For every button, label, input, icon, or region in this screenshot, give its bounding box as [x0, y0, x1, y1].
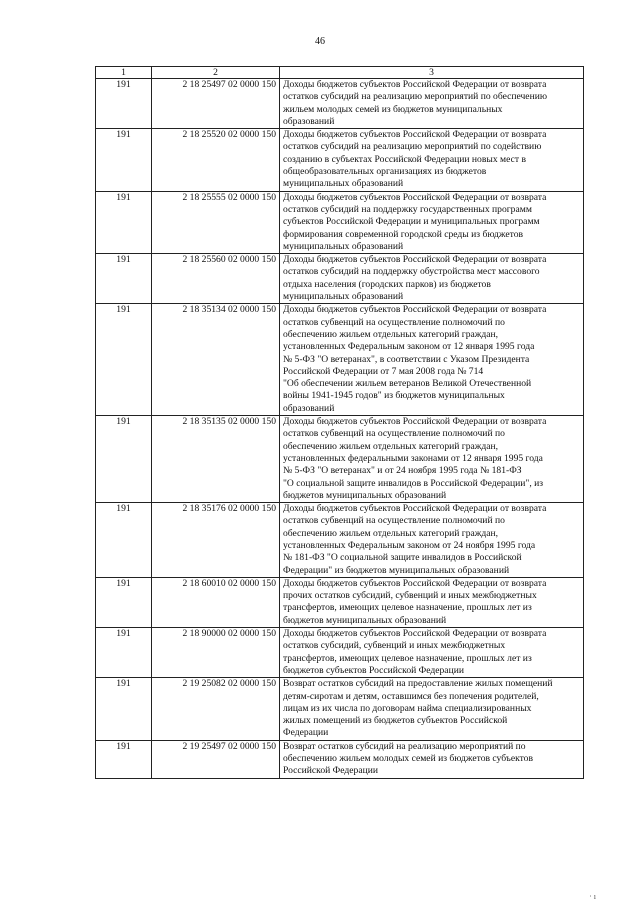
revenue-description	[280, 304, 584, 416]
description-line: трансфертов, имеющих целевое назначение, прошлых лет из	[283, 602, 532, 614]
corner-mark: · ı	[589, 892, 596, 901]
description-line: Доходы бюджетов субъектов Российской Федерации от возврата	[283, 129, 547, 141]
description-line: остатков субсидий на реализацию мероприятий по обеспечению	[283, 91, 548, 103]
description-line: муниципальных образований	[283, 178, 404, 190]
table-row	[96, 79, 584, 129]
description-line: отдыха населения (городских парков) из бюджетов	[283, 278, 491, 290]
revenue-description	[280, 416, 584, 503]
description-line: Доходы бюджетов субъектов Российской Федерации от возврата	[283, 304, 547, 316]
description-line: обеспечению жильем отдельных категорий граждан,	[283, 440, 499, 452]
description-line: образований	[283, 402, 335, 414]
description-line: субъектов Российской Федерации и муниципальных программ	[283, 216, 540, 228]
description-line: Доходы бюджетов субъектов Российской Федерации от возврата	[283, 254, 547, 266]
budget-classification-code: 2 18 25520 02 0000 150	[152, 129, 280, 191]
budget-classification-code: 2 18 25497 02 0000 150	[152, 79, 280, 129]
description-line: Доходы бюджетов субъектов Российской Федерации от возврата	[283, 191, 547, 203]
budget-classification-code: 2 18 35176 02 0000 150	[152, 503, 280, 578]
description-line: Возврат остатков субсидий на предоставление жилых помещений	[283, 678, 553, 690]
administrator-code: 191	[96, 503, 152, 578]
revenue-description	[280, 503, 584, 578]
description-line: жилых помещений из бюджетов субъектов Российской	[283, 715, 508, 727]
description-line: № 181-ФЗ "О социальной защите инвалидов в Российской	[283, 552, 522, 564]
revenue-description	[280, 79, 584, 129]
description-line: остатков субсидий, субвенций и иных межбюджетных	[283, 640, 506, 652]
description-line: муниципальных образований	[283, 291, 404, 303]
description-line: остатков субсидий на поддержку обустройства мест массового	[283, 266, 540, 278]
table-row	[96, 628, 584, 678]
table-body	[96, 79, 584, 779]
description-line: обеспечению жильем молодых семей из бюджетов субъектов	[283, 753, 534, 765]
budget-classification-code: 2 19 25082 02 0000 150	[152, 678, 280, 740]
description-line: Возврат остатков субсидий на реализацию мероприятий по	[283, 740, 526, 752]
column-header-2: 2	[152, 67, 280, 79]
revenue-description	[280, 577, 584, 627]
revenue-description	[280, 191, 584, 253]
description-line: Доходы бюджетов субъектов Российской Федерации от возврата	[283, 503, 547, 515]
administrator-code: 191	[96, 416, 152, 503]
description-line: детям-сиротам и детям, оставшимся без попечения родителей,	[283, 690, 539, 702]
description-line: установленных федеральными законами от 12 января 1995 года	[283, 452, 543, 464]
description-line: Доходы бюджетов субъектов Российской Федерации от возврата	[283, 628, 547, 640]
revenue-description	[280, 678, 584, 740]
description-line: Доходы бюджетов субъектов Российской Федерации от возврата	[283, 416, 547, 428]
budget-classification-code: 2 18 25555 02 0000 150	[152, 191, 280, 253]
description-line: № 5-ФЗ "О ветеранах" и от 24 ноября 1995 года № 181-ФЗ	[283, 465, 522, 477]
administrator-code: 191	[96, 129, 152, 191]
description-line: № 5-ФЗ "О ветеранах", в соответствии с Указом Президента	[283, 353, 530, 365]
revenue-description	[280, 254, 584, 304]
table-row	[96, 304, 584, 416]
table-row	[96, 416, 584, 503]
table-row	[96, 254, 584, 304]
administrator-code: 191	[96, 740, 152, 778]
description-line: установленных Федеральным законом от 24 ноября 1995 года	[283, 539, 536, 551]
budget-classification-code: 2 18 35134 02 0000 150	[152, 304, 280, 416]
administrator-code: 191	[96, 628, 152, 678]
description-line: жильем молодых семей из бюджетов муниципальных	[283, 103, 503, 115]
description-line: остатков субсидий на реализацию мероприятий по содействию	[283, 141, 542, 153]
description-line: Доходы бюджетов субъектов Российской Федерации от возврата	[283, 577, 547, 589]
administrator-code: 191	[96, 678, 152, 740]
table-row	[96, 129, 584, 191]
description-line: образований	[283, 115, 335, 127]
budget-classification-code: 2 18 25560 02 0000 150	[152, 254, 280, 304]
administrator-code: 191	[96, 254, 152, 304]
table-row	[96, 577, 584, 627]
description-line: остатков субвенций на осуществление полномочий по	[283, 515, 505, 527]
description-line: обеспечению жильем отдельных категорий граждан,	[283, 328, 499, 340]
description-line: общеобразовательных организациях из бюджетов	[283, 166, 487, 178]
page-number: 46	[315, 36, 325, 47]
description-line: лицам из их числа по договорам найма специализированных	[283, 702, 532, 714]
table-row	[96, 678, 584, 740]
description-line: остатков субсидий на поддержку государственных программ	[283, 203, 532, 215]
description-line: установленных Федеральным законом от 12 января 1995 года	[283, 341, 535, 353]
description-line: Российской Федерации от 7 мая 2008 года № 714	[283, 365, 484, 377]
description-line: остатков субвенций на осуществление полномочий по	[283, 428, 505, 440]
description-line: Доходы бюджетов субъектов Российской Федерации от возврата	[283, 79, 547, 90]
column-header-1: 1	[96, 67, 152, 79]
description-line: войны 1941-1945 годов" из бюджетов муниципальных	[283, 390, 505, 402]
budget-classification-code: 2 18 90000 02 0000 150	[152, 628, 280, 678]
description-line: трансфертов, имеющих целевое назначение, прошлых лет из	[283, 652, 532, 664]
description-line: бюджетов муниципальных образований	[283, 614, 447, 626]
revenue-codes-table	[95, 66, 584, 779]
description-line: Российской Федерации	[283, 765, 378, 777]
budget-classification-code: 2 19 25497 02 0000 150	[152, 740, 280, 778]
column-header-3: 3	[280, 67, 584, 79]
description-line: прочих остатков субсидий, субвенций и иных межбюджетных	[283, 590, 537, 602]
table-row	[96, 191, 584, 253]
description-line: созданию в субъектах Российской Федерации новых мест в	[283, 153, 526, 165]
table-header-row	[96, 67, 584, 79]
revenue-description	[280, 740, 584, 778]
description-line: "О социальной защите инвалидов в Российской Федерации", из	[283, 477, 544, 489]
description-line: обеспечению жильем отдельных категорий граждан,	[283, 527, 499, 539]
administrator-code: 191	[96, 191, 152, 253]
description-line: Федерации	[283, 727, 329, 739]
revenue-description	[280, 628, 584, 678]
table-row	[96, 740, 584, 778]
description-line: "Об обеспечении жильем ветеранов Великой Отечественной	[283, 378, 532, 390]
description-line: формирования современной городской среды из бюджетов	[283, 228, 524, 240]
table-row	[96, 503, 584, 578]
description-line: остатков субвенций на осуществление полномочий по	[283, 316, 505, 328]
administrator-code: 191	[96, 79, 152, 129]
description-line: бюджетов субъектов Российской Федерации	[283, 664, 464, 676]
administrator-code: 191	[96, 304, 152, 416]
budget-classification-code: 2 18 60010 02 0000 150	[152, 577, 280, 627]
revenue-description	[280, 129, 584, 191]
budget-classification-code: 2 18 35135 02 0000 150	[152, 416, 280, 503]
description-line: муниципальных образований	[283, 240, 404, 252]
description-line: бюджетов муниципальных образований	[283, 489, 447, 501]
administrator-code: 191	[96, 577, 152, 627]
description-line: Федерации" из бюджетов муниципальных образований	[283, 564, 510, 576]
